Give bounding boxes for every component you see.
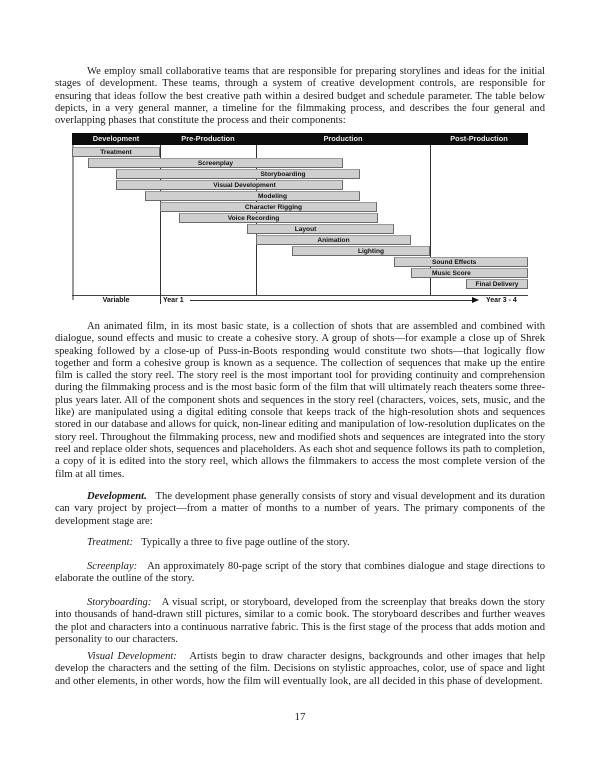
phase-pre-production: Pre-Production <box>181 134 235 143</box>
chart-left-border <box>72 145 74 300</box>
screenplay-paragraph <box>55 561 545 586</box>
visual-development-term: Visual Development: <box>87 651 177 662</box>
arrow-right-icon <box>472 297 479 303</box>
page-number: 17 <box>294 711 306 723</box>
bar-character-rigging: Character Rigging <box>160 202 377 212</box>
footer-year-end: Year 3 - 4 <box>486 297 517 304</box>
timeline-arrow-line <box>190 300 472 301</box>
footer-year-start: Year 1 <box>163 297 184 304</box>
phase-development: Development <box>92 134 140 143</box>
timeline-chart <box>72 133 528 305</box>
footer-divider <box>160 295 161 304</box>
intro-text: We employ small collaborative teams that are responsible for preparing storylines and ideas for the initial stages of development. These teams, through a system of creative development controls, are responsible for ensuring that ideas follow the best creative path within a desired budget and schedule parameter. The table below depicts, in a very general manner, a timeline for the filmmaking process, and describes the four general and overlapping phases that constitute the process and their components: <box>55 66 545 127</box>
bar-sound-effects: Sound Effects <box>394 257 528 267</box>
screenplay-text: An approximately 80-page script of the story that combines dialogue and stage directions to elaborate the outline of the story. <box>55 561 545 585</box>
bar-music-score: Music Score <box>411 268 528 278</box>
visual-development-text: Artists begin to draw character designs, backgrounds and other images that help develop the characters and the setting of the film. Decisions on stylistic approaches, color, use of space and light and other elements, in other words, how the film will eventually look, are all decided in this phase of development. <box>55 651 545 687</box>
chart-header <box>72 133 528 145</box>
storyboarding-text: A visual script, or storyboard, developed from the screenplay that breaks down the story into thousands of hand-drawn still pictures, similar to a comic book. The storyboard describes and further weaves the plot and characters into a continuous narrative fabric. This is the first stage of the process that adds motion and personality to our characters. <box>55 597 545 645</box>
bar-storyboarding: Storyboarding <box>116 169 360 179</box>
phase-post-production: Post-Production <box>450 134 508 143</box>
footer-variable: Variable <box>102 297 130 304</box>
treatment-text: Typically a three to five page outline of the story. <box>141 537 350 548</box>
bar-animation: Animation <box>256 235 411 245</box>
intro-paragraph <box>55 66 545 127</box>
treatment-term: Treatment: <box>87 537 134 548</box>
bar-visual-development: Visual Development <box>116 180 343 190</box>
development-heading: Development. <box>87 491 147 502</box>
bar-modeling: Modeling <box>145 191 360 201</box>
storyboarding-paragraph <box>55 597 545 646</box>
storyboarding-term: Storyboarding: <box>87 597 152 608</box>
visual-development-paragraph <box>55 651 545 688</box>
bar-layout: Layout <box>247 224 394 234</box>
phase-production: Production <box>323 134 363 143</box>
bar-treatment: Treatment <box>72 147 160 157</box>
story-reel-paragraph <box>55 321 545 481</box>
screenplay-term: Screenplay: <box>87 561 138 572</box>
bar-screenplay: Screenplay <box>88 158 343 168</box>
bar-voice-recording: Voice Recording <box>179 213 378 223</box>
treatment-paragraph <box>55 537 545 549</box>
bar-final-delivery: Final Delivery <box>466 279 528 289</box>
story-reel-text: An animated film, in its most basic state, is a collection of shots that are assembled and combined with dialogue, sound effects and music to create a cohesive story. A group of shots—for example a close up of Shrek speaking followed by a close-up of Puss-in-Boots responding would constitute two shots—that logically flow together and form a cohesive group is known as a sequence. The collection of sequences that make up the entire film is called the story reel. The story reel is the most important tool for providing continuity and comprehension during the filmmaking process and is the most basic form of the film that will ultimately reach theaters some three-plus years later. All of the component shots and sequences in the story reel (characters, voices, sets, music, and the like) are manipulated using a digital editing console that keeps track of the high-resolution shots and sequences stored in our database and allows for quick, non-linear editing and manipulation of low-resolution duplicates on the story reel. Throughout the filmmaking process, new and modified shots and sequences are integrated into the story reel and replace older shots, sequences and placeholders. As each shot and sequence follows its path to completion, a copy of it is edited into the story reel, which allows the filmmakers to access the most complete version of the film at all times. <box>55 321 545 480</box>
development-paragraph <box>55 491 545 528</box>
development-text: The development phase generally consists of story and visual development and its duration can vary project by project—from a matter of months to a number of years. The primary components of the development stage are: <box>55 491 545 527</box>
bar-lighting: Lighting <box>292 246 430 256</box>
